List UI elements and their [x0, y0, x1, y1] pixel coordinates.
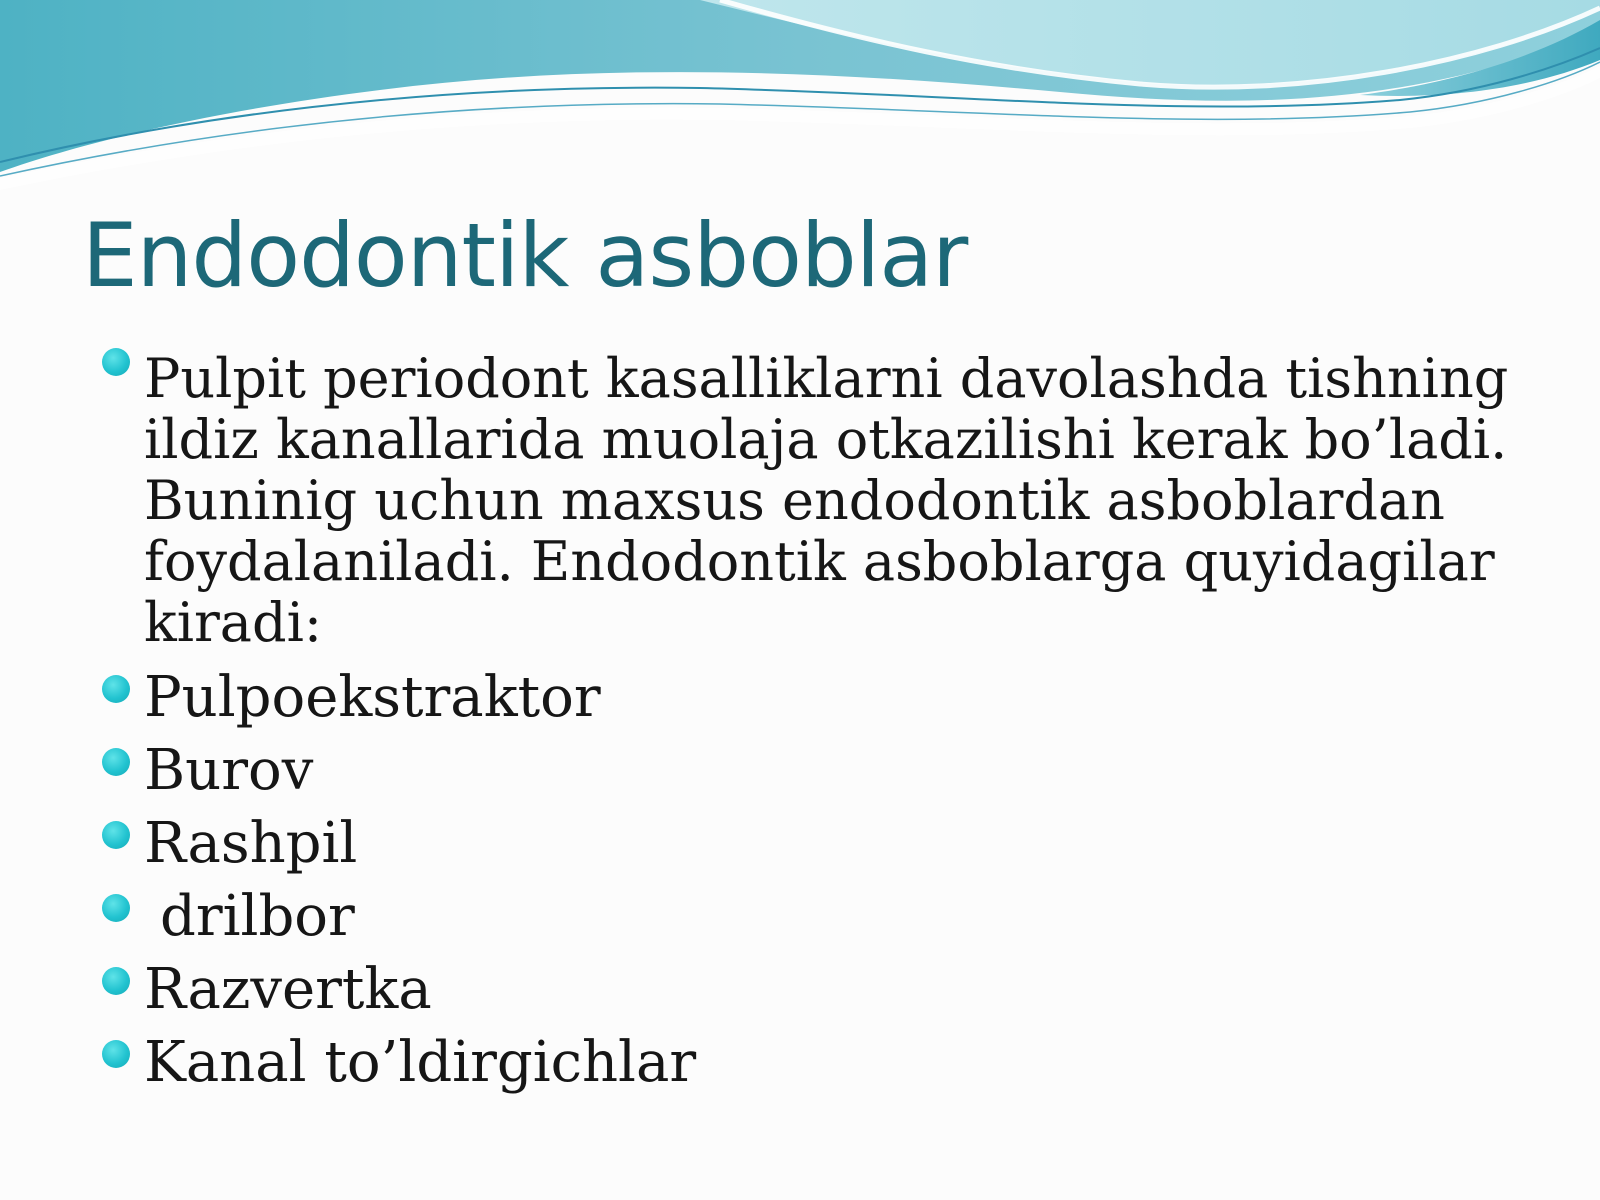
list-item	[98, 882, 1518, 952]
bullet-dot-icon	[102, 348, 130, 376]
list-item	[98, 348, 1518, 653]
list-item-text: Rashpil	[144, 811, 358, 876]
wave-header-decoration	[0, 0, 1600, 190]
list-item	[98, 1028, 1518, 1098]
bullet-list	[98, 348, 1518, 1101]
slide-title: Endodontik asboblar	[82, 204, 968, 307]
list-item-text: Pulpit periodont kasalliklarni davolashda tishning ildiz kanallarida muolaja otkazilishi kerak bo’ladi. Buninig uchun maxsus endodontik asboblardan foydalaniladi. Endodontik asboblarga quyidagilar kiradi:	[144, 347, 1509, 654]
list-item	[98, 809, 1518, 879]
bullet-dot-icon	[102, 675, 130, 703]
list-item-text: Burov	[144, 738, 314, 803]
list-item-text: Pulpoekstraktor	[144, 665, 601, 730]
bullet-dot-icon	[102, 821, 130, 849]
bullet-dot-icon	[102, 967, 130, 995]
list-item-text: Razvertka	[144, 957, 432, 1022]
bullet-dot-icon	[102, 1040, 130, 1068]
list-item-text: Kanal to’ldirgichlar	[144, 1030, 697, 1095]
list-item	[98, 955, 1518, 1025]
list-item-text: drilbor	[160, 884, 355, 949]
list-item	[98, 663, 1518, 733]
list-item	[98, 736, 1518, 806]
bullet-dot-icon	[102, 894, 130, 922]
bullet-dot-icon	[102, 748, 130, 776]
